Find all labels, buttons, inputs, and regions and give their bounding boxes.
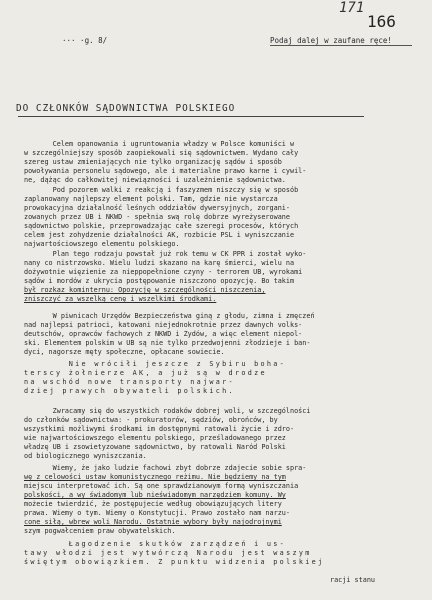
text-line: wie najwartościowszego elementu polskiego, prześladowanego przez bbox=[24, 434, 286, 442]
text-line-underlined: wę z celowości ustaw komunistycznego reżimu. Nie będziemy na tym bbox=[24, 473, 286, 481]
text-line: wszystkimi możliwymi środkami im dostępnymi ratowali życie i zdro- bbox=[24, 425, 295, 433]
paragraph-1 bbox=[24, 140, 416, 185]
text-line: Nie wróciłi jeszcze z Sybiru boha- bbox=[24, 360, 287, 368]
text-line: powoływania personelu sądowego, ale i materialne prawo karne i cywil- bbox=[24, 167, 307, 175]
text-line: szym pogwałceniem praw obywatelskich. bbox=[24, 527, 176, 535]
paragraph-7 bbox=[24, 464, 416, 536]
text-line: od biologicznego wyniszczania. bbox=[24, 452, 147, 460]
text-line: celem jest zohydzenie działalności AK, rozbicie PSL i wyniszczanie bbox=[24, 231, 295, 239]
text-line: prowokacyjna działalność leśnych oddziałów dywersyjnych, zorgani- bbox=[24, 204, 290, 212]
text-line: władzę UB i zsowietyzowane sądownictwo, by ratowali Naród Polski bbox=[24, 443, 286, 451]
closing-words: racji stanu bbox=[330, 576, 376, 584]
text-line: w szczególniejszy sposób zaopiekowali się sądownictwem. Wydano cały bbox=[24, 149, 299, 157]
text-line: nad najlepsi patrioci, katowani niejednokrotnie przez dawnych volks- bbox=[24, 321, 303, 329]
page-number: 166 bbox=[367, 12, 396, 31]
text-line: szereg ustaw zmieniających nie tylko organizację sądów i sposób bbox=[24, 158, 282, 166]
paragraph-4 bbox=[24, 312, 416, 357]
text-line: zowanych przez UB i NKWD - spełnia swą rolę dobrze wyreżyserowane bbox=[24, 213, 290, 221]
text-line: prawa. Wiemy o tym. Wiemy o Konstytucji. Prawo zostało nam narzu- bbox=[24, 509, 290, 517]
text-line: deutschów, oprawców fachowych z NKWD i Żydów, a więc element niepol- bbox=[24, 330, 303, 338]
text-line: ne, dążąc do całkowitej niewiązności i uzależnienie sądownictwa. bbox=[24, 176, 286, 184]
document-title: DO CZŁONKÓW SĄDOWNICTWA POLSKIEGO bbox=[16, 103, 236, 114]
handwritten-page-mark: 171 bbox=[339, 0, 365, 16]
text-line: Celem opanowania i ugruntowania władzy w Polsce komuniści w bbox=[24, 140, 295, 148]
text-line: terscy żołnierze AK, a już są w drodze bbox=[24, 369, 267, 377]
text-line: możecie twierdzić, że postępujecie według obowiązujących litery bbox=[24, 500, 282, 508]
paragraph-6 bbox=[24, 407, 416, 461]
paragraph-8-spaced bbox=[24, 540, 416, 567]
text-line-underlined: zniszczyć za wszelką cenę i wszelkimi środkami. bbox=[24, 295, 217, 303]
text-line: Łagodzenie skutków zarządzeń i us- bbox=[24, 540, 287, 548]
paragraph-3 bbox=[24, 250, 416, 304]
text-line: do członków sądownictwa: - prokuratorów, sędziów, obrońców, by bbox=[24, 416, 278, 424]
text-line-underlined: cone siłą, wbrew woli Narodu. Ostatnie wybory były najodrojnymi bbox=[24, 518, 282, 526]
text-line: nany co nistrzowsko. Wielu ludzi skazano na karę śmierci, wielu na bbox=[24, 259, 295, 267]
text-line-underlined: polskości, a wy świadomym lub nieświadomym narzędziem komuny. Wy bbox=[24, 491, 286, 499]
text-line: Zwracamy się do wszystkich rodaków dobrej woli, w szczególności bbox=[24, 407, 311, 415]
text-line: Pod pozorem walki z reakcją i faszyzmem niszczy się w sposób bbox=[24, 186, 299, 194]
paragraph-2 bbox=[24, 186, 416, 249]
text-line: dożywotnie więzienie za nieppopełnione czyny - terrorem UB, wyrokami bbox=[24, 268, 303, 276]
text-line: Plan tego rodzaju powstał już rok temu w CK PPR i został wyko- bbox=[24, 250, 307, 258]
paragraph-5-spaced bbox=[24, 360, 416, 396]
text-line: ski. Elementem polskim w UB są nie tylko przedwojenni złodzieje i ban- bbox=[24, 339, 311, 347]
header-underline bbox=[270, 45, 412, 46]
text-line: W piwnicach Urzędów Bezpieczeństwa giną z głodu, zimna i zmęczeń bbox=[24, 312, 315, 320]
text-line: najwartościowszego elementu polskiego. bbox=[24, 240, 180, 248]
text-line: dziej prawych obywateli polskich. bbox=[24, 387, 235, 395]
text-line: sądownictwo polskie, przeprowadzając całe szeregi procesów, których bbox=[24, 222, 299, 230]
text-line: dyci, nagorsze męty społeczne, opłacane sowiecie. bbox=[24, 348, 225, 356]
text-line: na wschód nowe transporty najwar- bbox=[24, 378, 235, 386]
header-reference: ··· ·g. 8/ bbox=[62, 36, 108, 45]
text-line: Wiemy, że jako ludzie fachowi zbyt dobrze zdajecie sobie spra- bbox=[24, 464, 307, 472]
header-instruction: Podaj dalej w zaufane ręce! bbox=[270, 36, 392, 45]
text-line: świętym obowiązkiem. Z punktu widzenia polskiej bbox=[24, 558, 325, 566]
title-underline bbox=[18, 116, 364, 117]
text-line: miejscu interpretować ich. Są one sprawdzianowym formą wyniszczania bbox=[24, 482, 299, 490]
text-line: zaplanowany najlepszy element polski. Tam, gdzie nie wystarcza bbox=[24, 195, 278, 203]
text-line: sądów i mordów z ukrycia postępowanie niszczono opozycję. Bo takim bbox=[24, 277, 295, 285]
text-line-underlined: był rozkaz kominternu: Opozycję w szczególności niszczenia, bbox=[24, 286, 266, 294]
text-line: tawy włodzi jest wytwórczą Narodu jest waszym bbox=[24, 549, 312, 557]
